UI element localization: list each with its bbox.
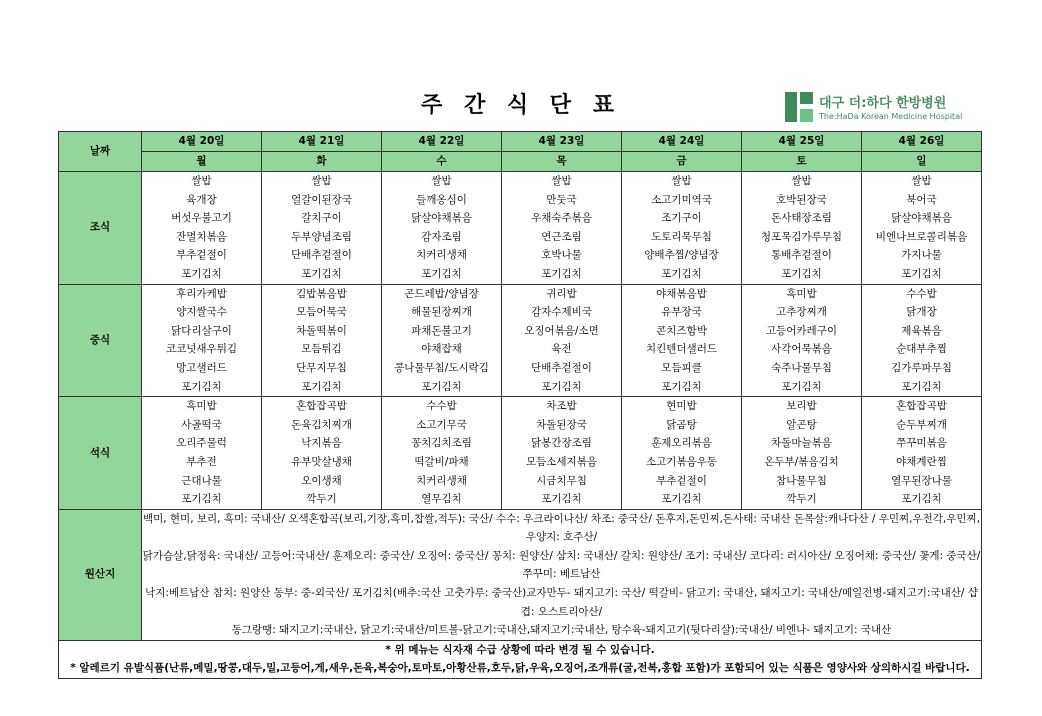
menu-item: 차돌마늘볶음 [771, 437, 832, 450]
menu-item: 오징어볶음/소면 [524, 324, 599, 337]
menu-item: 현미밥 [666, 400, 697, 413]
menu-item: 시금치무침 [536, 474, 587, 487]
menu-item: 소고기미역국 [651, 193, 712, 206]
menu-item: 호박나물 [541, 249, 582, 262]
menu-cell [742, 397, 862, 510]
meal-row [59, 172, 982, 285]
menu-item: 차조밥 [546, 400, 577, 413]
menu-item: 깍두기 [786, 493, 817, 506]
menu-item: 육개장 [186, 193, 217, 206]
menu-item: 양지쌀국수 [176, 306, 227, 319]
menu-item: 차돌된장국 [536, 418, 587, 431]
menu-item: 훈제오리볶음 [651, 437, 712, 450]
menu-item: 망고샐러드 [176, 361, 227, 374]
menu-item: 해물된장찌개 [411, 306, 472, 319]
origin-line: 백미, 현미, 보리, 흑미: 국내산/ 오색혼합곡(보리,기장,흑미,찹쌀,적두): 국산/ 수수: 우크라이나산/ 차조: 중국산/ 돈후지,돈민찌,돈사태: 국내산 돈목살:캐나다산 / 우민찌,우전각,우민찌,우양지: 호주산/ [142, 512, 981, 544]
menu-item: 숙주나물무침 [771, 361, 832, 374]
menu-cell [622, 172, 742, 285]
menu-item: 비엔나브로콜리볶음 [875, 230, 968, 243]
weekday-header: 토 [742, 152, 862, 172]
date-corner-label: 날짜 [59, 132, 142, 172]
origin-line: 닭가슴살,닭정육: 국내산/ 고등어:국내산/ 훈제오리: 중국산/ 오징어: 중국산/ 꽁치: 원양산/ 삼치: 국내산/ 갈치: 원양산/ 조기: 국내산/ 코다리: 러시아산/ 오징어채: 중국산/ 꽃게: 중국산/ 쭈꾸미: 베트남산 [142, 549, 981, 581]
menu-item: 버섯우불고기 [171, 212, 232, 225]
menu-item: 꽁치김치조림 [411, 437, 472, 450]
menu-item: 김가루파무침 [891, 361, 952, 374]
menu-cell [382, 284, 502, 397]
meal-row [59, 284, 982, 397]
menu-item: 들깨옹심이 [416, 193, 467, 206]
menu-item: 수수밥 [426, 400, 457, 413]
date-header: 4월 24일 [622, 132, 742, 152]
menu-item: 소고기무국 [416, 418, 467, 431]
menu-item: 참나물무침 [776, 474, 827, 487]
menu-item: 포기김치 [181, 267, 222, 280]
menu-item: 닭다리살구이 [171, 324, 232, 337]
menu-item: 통배추겉절이 [771, 249, 832, 262]
menu-item: 포기김치 [421, 267, 462, 280]
menu-item: 부추겉절이 [176, 249, 227, 262]
menu-item: 김밥볶음밥 [296, 287, 347, 300]
menu-item: 닭살야채볶음 [891, 212, 952, 225]
menu-item: 제육볶음 [901, 324, 942, 337]
logo-korean-name: 대구 더:하다 한방병원 [819, 96, 947, 111]
menu-item: 치킨텐더샐러드 [645, 343, 717, 356]
menu-item: 포기김치 [661, 493, 702, 506]
meal-label: 조식 [59, 172, 142, 285]
menu-item: 포기김치 [541, 267, 582, 280]
menu-item: 포기김치 [541, 380, 582, 393]
menu-item: 고추장찌개 [776, 306, 827, 319]
menu-cell [742, 172, 862, 285]
menu-item: 육전 [551, 343, 572, 356]
menu-item: 도토리묵무침 [651, 230, 712, 243]
date-header: 4월 21일 [262, 132, 382, 152]
menu-item: 혼합잡곡밥 [296, 400, 347, 413]
menu-item: 연근조림 [541, 230, 582, 243]
weekday-header: 화 [262, 152, 382, 172]
notes-cell [59, 640, 982, 678]
menu-item: 북어국 [906, 193, 937, 206]
menu-item: 보리밥 [786, 400, 817, 413]
menu-cell [262, 172, 382, 285]
menu-item: 돈사태장조림 [771, 212, 832, 225]
menu-item: 알곤탕 [786, 418, 817, 431]
menu-cell [862, 397, 982, 510]
weekday-header: 월 [142, 152, 262, 172]
menu-item: 쌀밥 [791, 175, 812, 187]
menu-item: 청포묵김가루무침 [760, 230, 843, 243]
weekday-header: 일 [862, 152, 982, 172]
date-header: 4월 20일 [142, 132, 262, 152]
menu-item: 닭곰탕 [666, 418, 697, 431]
menu-item: 흑미밥 [186, 400, 217, 413]
menu-item: 포기김치 [901, 493, 942, 506]
meal-label: 석식 [59, 397, 142, 510]
menu-item: 야채볶음밥 [656, 287, 707, 300]
menu-item: 닭봉간장조림 [531, 437, 592, 450]
menu-item: 감자수제비국 [531, 306, 592, 319]
menu-item: 포기김치 [901, 267, 942, 280]
menu-item: 콘치즈함박 [656, 324, 707, 337]
menu-item: 사각어묵볶음 [771, 343, 832, 356]
weekday-header: 금 [622, 152, 742, 172]
menu-item: 쭈꾸미볶음 [896, 437, 947, 450]
menu-item: 후리가케밥 [176, 287, 227, 300]
menu-cell [742, 284, 862, 397]
hospital-logo-icon [785, 92, 813, 122]
menu-item: 단무지무침 [296, 361, 347, 374]
menu-item: 부추전 [186, 455, 217, 468]
date-header: 4월 25일 [742, 132, 862, 152]
menu-item: 오리주물럭 [176, 437, 227, 450]
menu-item: 우채숙주볶음 [531, 212, 592, 225]
menu-item: 치커리생채 [416, 474, 467, 487]
menu-item: 쌀밥 [551, 175, 572, 187]
note-line: * 알레르기 유발식품(난류,메밀,땅콩,대두,밀,고등어,게,새우,돈육,복숭아,토마토,아황산류,호두,닭,우육,오징어,조개류(굴,전복,홍합 포함)가 포함되어 있는 식품은 영양사와 상의하시길 바랍니다. [70, 662, 970, 675]
logo-english-name: The:HaDa Korean Medicine Hospital [819, 112, 963, 121]
menu-item: 귀리밥 [546, 287, 577, 300]
menu-cell [502, 172, 622, 285]
menu-item: 콩나물무침/도시락김 [394, 361, 489, 374]
menu-item: 닭살야채볶음 [411, 212, 472, 225]
menu-item: 근대나물 [181, 474, 222, 487]
menu-item: 모듬소세지볶음 [525, 455, 597, 468]
menu-item: 부추겉절이 [656, 474, 707, 487]
menu-item: 호박된장국 [776, 193, 827, 206]
menu-item: 돈육김치찌개 [291, 418, 352, 431]
menu-item: 쌀밥 [311, 175, 332, 187]
menu-item: 포기김치 [181, 380, 222, 393]
menu-item: 오이생채 [301, 474, 342, 487]
weekday-header: 목 [502, 152, 622, 172]
menu-cell [502, 397, 622, 510]
menu-item: 만둣국 [546, 193, 577, 206]
menu-item: 양배추찜/양념장 [644, 249, 719, 262]
menu-item: 닭개장 [906, 306, 937, 319]
hospital-logo [785, 90, 985, 126]
menu-item: 포기김치 [181, 493, 222, 506]
meal-label: 중식 [59, 284, 142, 397]
menu-item: 쌀밥 [671, 175, 692, 187]
menu-item: 포기김치 [421, 380, 462, 393]
menu-cell [622, 284, 742, 397]
menu-cell [142, 284, 262, 397]
meal-row [59, 397, 982, 510]
menu-item: 단배추겉절이 [531, 361, 592, 374]
origin-info [142, 509, 982, 640]
menu-item: 쌀밥 [431, 175, 452, 187]
date-header: 4월 26일 [862, 132, 982, 152]
menu-item: 포기김치 [301, 267, 342, 280]
date-header: 4월 23일 [502, 132, 622, 152]
origin-label: 원산지 [59, 509, 142, 640]
menu-item: 열무된장나물 [891, 474, 952, 487]
menu-cell [262, 284, 382, 397]
menu-item: 조기구이 [661, 212, 702, 225]
menu-item: 온두부/볶음김치 [764, 455, 839, 468]
date-header: 4월 22일 [382, 132, 502, 152]
menu-item: 포기김치 [541, 493, 582, 506]
weekday-header: 수 [382, 152, 502, 172]
origin-line: 낙지:베트남산 참치: 원양산 동부: 중-외국산/ 포기김치(배추:국산 고춧가루: 중국산)교자만두- 돼지고기: 국산/ 떡갈비- 닭고기: 국내산, 돼지고기: 국내산/메일전병-돼지고기:국내산/ 샵겹: 오스트리아산/ [145, 587, 978, 618]
menu-item: 포기김치 [781, 380, 822, 393]
menu-cell [862, 284, 982, 397]
menu-cell [622, 397, 742, 510]
menu-item: 고등어카레구이 [765, 324, 837, 337]
menu-item: 포기김치 [661, 267, 702, 280]
menu-item: 파채돈불고기 [411, 324, 472, 337]
menu-item: 열무김치 [421, 493, 462, 506]
page-title: 주 간 식 단 표 [421, 93, 621, 118]
menu-item: 쌀밥 [191, 175, 212, 187]
menu-item: 수수밥 [906, 287, 937, 300]
menu-item: 순두부찌개 [896, 418, 947, 431]
menu-item: 단배추겉절이 [291, 249, 352, 262]
menu-item: 곤드레밥/양념장 [404, 287, 479, 300]
note-line: * 위 메뉴는 식자재 수급 상황에 따라 변경 될 수 있습니다. [385, 643, 655, 656]
menu-item: 쌀밥 [911, 175, 932, 187]
menu-item: 깍두기 [306, 493, 337, 506]
menu-cell [382, 397, 502, 510]
menu-item: 모듬어묵국 [296, 306, 347, 319]
menu-item: 치커리생채 [416, 249, 467, 262]
menu-item: 포기김치 [901, 380, 942, 393]
menu-item: 유부장국 [661, 306, 702, 319]
menu-item: 가지나물 [901, 249, 942, 262]
menu-item: 순대부추찜 [896, 343, 947, 356]
menu-item: 잔멸치볶음 [176, 230, 227, 243]
menu-item: 두부양념조림 [291, 230, 352, 243]
menu-item: 감자조림 [421, 230, 462, 243]
menu-item: 포기김치 [781, 267, 822, 280]
menu-item: 야채잡채 [421, 343, 462, 356]
menu-cell [262, 397, 382, 510]
menu-cell [862, 172, 982, 285]
menu-item: 흑미밥 [786, 287, 817, 300]
menu-item: 차돌떡볶이 [296, 324, 347, 337]
menu-item: 낙지볶음 [301, 437, 342, 450]
menu-item: 모듬튀김 [301, 343, 342, 356]
menu-item: 포기김치 [301, 380, 342, 393]
menu-item: 혼합잡곡밥 [896, 400, 947, 413]
menu-item: 갈치구이 [301, 212, 342, 225]
menu-item: 떡갈비/파채 [414, 455, 469, 468]
menu-item: 사골떡국 [181, 418, 222, 431]
origin-line: 동그랑땡: 돼지고기:국내산, 닭고기:국내산/미트볼-닭고기:국내산,돼지고기:국내산, 탕수육-돼지고기(뒷다리살):국내산/ 비엔나- 돼지고기: 국내산 [231, 624, 892, 637]
menu-item: 코코넛새우튀김 [165, 343, 237, 356]
menu-item: 유부맛살냉채 [291, 455, 352, 468]
menu-cell [382, 172, 502, 285]
menu-item: 모듬피클 [661, 361, 702, 374]
menu-item: 포기김치 [661, 380, 702, 393]
menu-cell [142, 172, 262, 285]
menu-cell [142, 397, 262, 510]
menu-item: 소고기볶음우동 [645, 455, 717, 468]
weekly-menu-table [58, 131, 982, 679]
menu-cell [502, 284, 622, 397]
menu-item: 얼갈이된장국 [291, 193, 352, 206]
menu-item: 야채계란찜 [896, 455, 947, 468]
